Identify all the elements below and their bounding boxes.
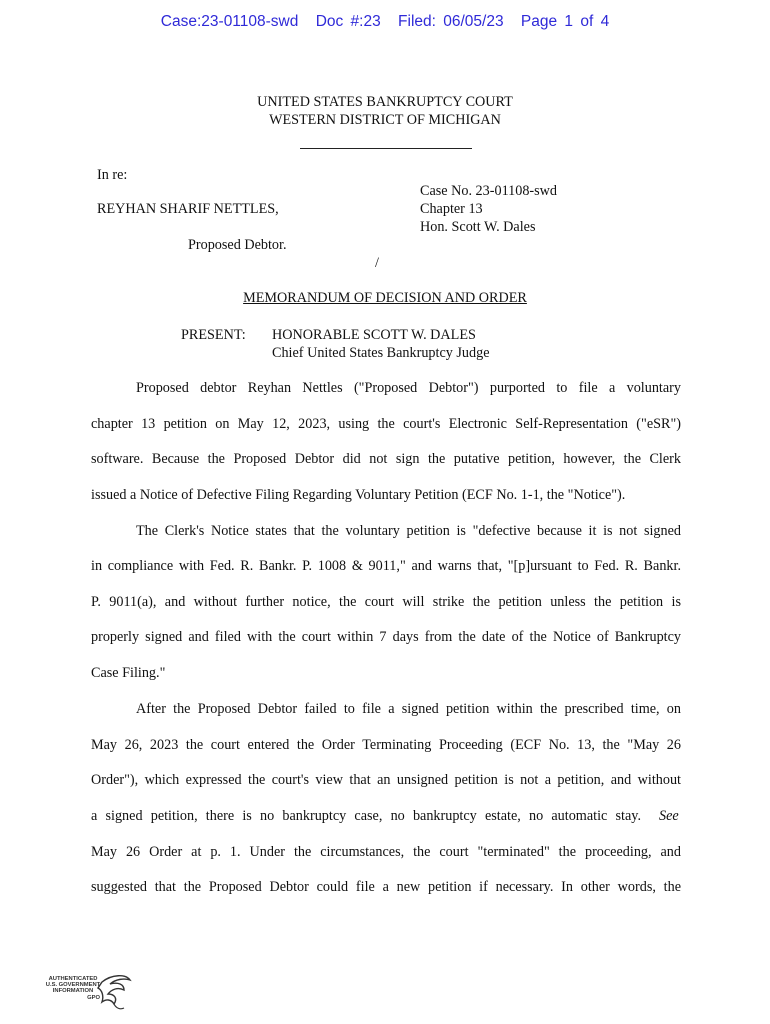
body-line: Proposed debtor Reyhan Nettles ("Proposed Debtor") purported to file a voluntary	[136, 380, 681, 396]
case-number: Case No. 23-01108-swd	[420, 183, 557, 199]
gpo-line-1: AUTHENTICATED	[48, 976, 98, 982]
party-name: REYHAN SHARIF NETTLES,	[97, 201, 279, 217]
gpo-line-4: GPO	[87, 994, 100, 1001]
caption-slash: /	[375, 255, 379, 271]
in-re-label: In re:	[97, 167, 128, 183]
body-line: Case Filing."	[91, 665, 166, 681]
stamp-page: Page 1 of 4	[520, 13, 610, 30]
body-line: in compliance with Fed. R. Bankr. P. 1008 & 9011," and warns that, "[p]ursuant to Fed. R. Bankr.	[91, 558, 681, 574]
body-line: After the Proposed Debtor failed to file a signed petition within the prescribed time, on	[136, 701, 681, 717]
eagle-icon	[94, 972, 138, 1016]
stamp-filed: Filed: 06/05/23	[398, 13, 504, 30]
body-line: May 26, 2023 the court entered the Order Terminating Proceeding (ECF No. 13, the "May 26	[91, 737, 681, 753]
present-role: Chief United States Bankruptcy Judge	[272, 345, 490, 361]
body-line: chapter 13 petition on May 12, 2023, using the court's Electronic Self-Representation ("eSR")	[91, 416, 681, 432]
heading-rule	[300, 148, 472, 149]
stamp-case: Case:23-01108-swd	[160, 13, 299, 30]
gpo-line-3: INFORMATION	[52, 988, 94, 995]
gpo-line-2: U.S. GOVERNMENT	[45, 982, 101, 989]
court-name: UNITED STATES BANKRUPTCY COURT	[257, 94, 513, 110]
document-title: MEMORANDUM OF DECISION AND ORDER	[243, 290, 527, 306]
present-judge: HONORABLE SCOTT W. DALES	[272, 327, 476, 343]
body-line: a signed petition, there is no bankruptcy case, no bankruptcy estate, no automatic stay.	[91, 808, 641, 824]
present-label: PRESENT:	[181, 327, 246, 343]
judge-name: Hon. Scott W. Dales	[420, 219, 536, 235]
body-line: The Clerk's Notice states that the voluntary petition is "defective because it is not signed	[136, 523, 681, 539]
body-line: May 26 Order at p. 1. Under the circumstances, the court "terminated" the proceeding, and	[91, 844, 681, 860]
body-line: suggested that the Proposed Debtor could file a new petition if necessary. In other words, the	[91, 879, 681, 895]
body-line: Order"), which expressed the court's view that an unsigned petition is not a petition, and without	[91, 772, 681, 788]
body-line: issued a Notice of Defective Filing Regarding Voluntary Petition (ECF No. 1-1, the "Notice").	[91, 487, 626, 503]
body-line: properly signed and filed with the court within 7 days from the date of the Notice of Bankruptcy	[91, 629, 681, 645]
stamp-doc: Doc #:23	[315, 13, 381, 30]
court-district: WESTERN DISTRICT OF MICHIGAN	[269, 112, 501, 128]
see-signal: See	[659, 808, 679, 824]
gpo-authenticated-logo	[44, 972, 134, 1016]
body-line: software. Because the Proposed Debtor did not sign the putative petition, however, the Clerk	[91, 451, 681, 467]
body-line: P. 9011(a), and without further notice, the court will strike the petition unless the petition is	[91, 594, 681, 610]
filing-stamp	[0, 13, 770, 31]
party-role: Proposed Debtor.	[188, 237, 287, 253]
chapter: Chapter 13	[420, 201, 483, 217]
